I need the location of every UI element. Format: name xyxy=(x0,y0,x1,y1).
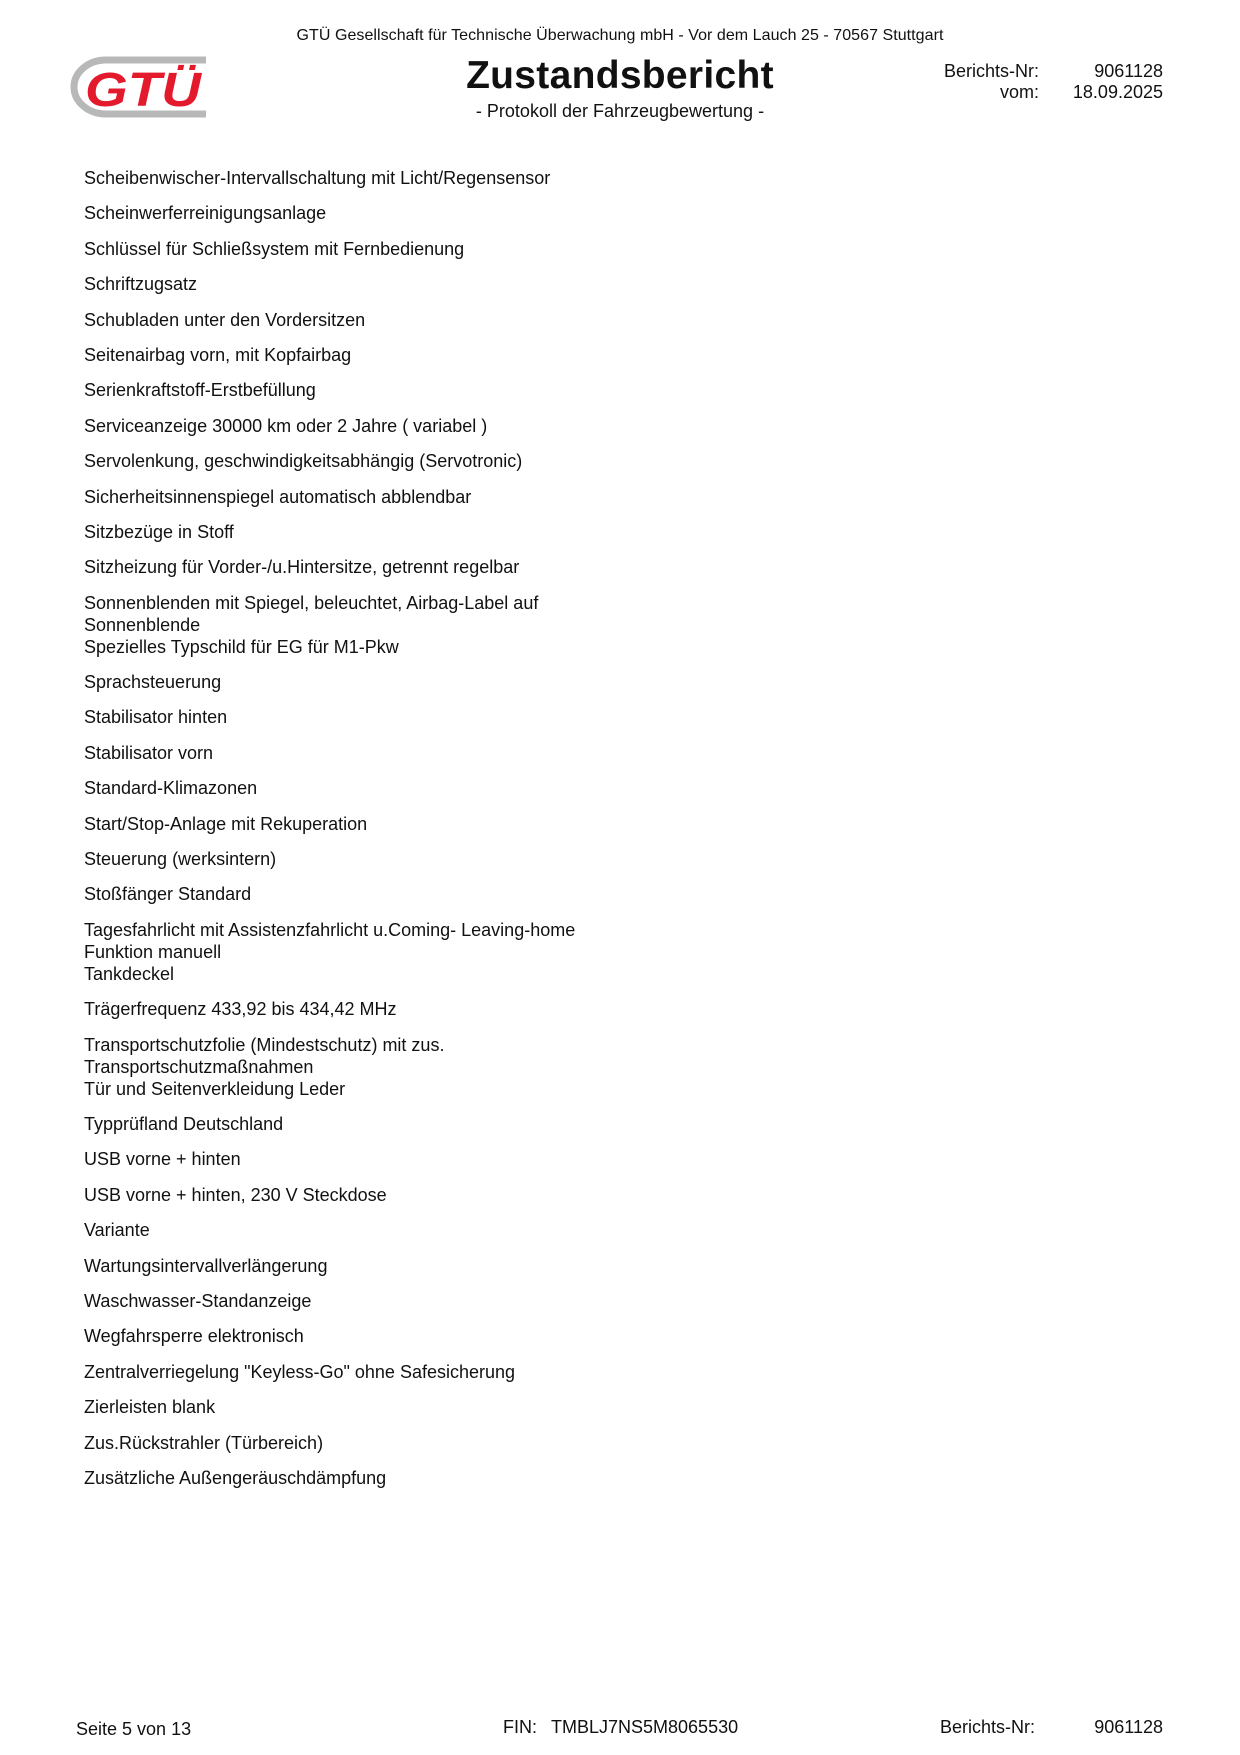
report-number-row xyxy=(930,61,1163,82)
report-date-label: vom: xyxy=(999,82,1039,102)
list-item: Serviceanzeige 30000 km oder 2 Jahre ( variabel ) xyxy=(84,415,488,436)
report-meta xyxy=(930,61,1163,103)
page-subtitle: - Protokoll der Fahrzeugbewertung - xyxy=(475,101,765,121)
list-item: Spezielles Typschild für EG für M1-Pkw xyxy=(84,636,399,657)
report-date-value: 18.09.2025 xyxy=(1072,82,1163,102)
list-item: Scheibenwischer-Intervallschaltung mit Licht/Regensensor xyxy=(84,168,551,188)
gtu-logo xyxy=(66,52,208,118)
list-item: Waschwasser-Standanzeige xyxy=(84,1290,312,1311)
list-item: Variante xyxy=(84,1220,150,1241)
list-item: Stoßfänger Standard xyxy=(84,884,252,905)
report-number-value: 9061128 xyxy=(1094,61,1163,81)
list-item: Zentralverriegelung "Keyless-Go" ohne Safesicherung xyxy=(84,1361,516,1382)
list-item: Scheinwerferreinigungsanlage xyxy=(84,203,327,224)
list-item: Start/Stop-Anlage mit Rekuperation xyxy=(84,813,368,834)
footer-report-number-value: 9061128 xyxy=(1094,1717,1163,1737)
list-item: Stabilisator vorn xyxy=(84,742,214,763)
list-item: Serienkraftstoff-Erstbefüllung xyxy=(84,380,316,401)
list-item: Tagesfahrlicht mit Assistenzfahrlicht u.Coming- Leaving-home Funktion manuell xyxy=(84,919,576,962)
list-item: Schlüssel für Schließsystem mit Fernbedienung xyxy=(84,238,465,259)
footer-fin xyxy=(503,1717,738,1738)
list-item: Zierleisten blank xyxy=(84,1397,216,1418)
list-item: Sicherheitsinnenspiegel automatisch abblendbar xyxy=(84,486,472,507)
fin-value: TMBLJ7NS5M8065530 xyxy=(551,1717,739,1737)
list-item: USB vorne + hinten xyxy=(84,1149,241,1170)
report-number-label: Berichts-Nr: xyxy=(943,61,1039,81)
list-item: Servolenkung, geschwindigkeitsabhängig (Servotronic) xyxy=(84,451,523,472)
company-address-line: GTÜ Gesellschaft für Technische Überwachung mbH - Vor dem Lauch 25 - 70567 Stuttgart xyxy=(296,27,944,44)
equipment-list xyxy=(84,167,644,1502)
list-item: Zus.Rückstrahler (Türbereich) xyxy=(84,1432,324,1453)
list-item: Sonnenblenden mit Spiegel, beleuchtet, Airbag-Label auf Sonnenblende xyxy=(84,592,539,635)
list-item: Schriftzugsatz xyxy=(84,274,198,295)
list-item: Wegfahrsperre elektronisch xyxy=(84,1326,304,1347)
logo-wordmark: GTÜ xyxy=(85,64,203,117)
list-item: Typprüfland Deutschland xyxy=(84,1113,284,1134)
list-item: Sitzbezüge in Stoff xyxy=(84,521,234,542)
footer-report-number-label: Berichts-Nr: xyxy=(940,1717,1036,1737)
list-item: Stabilisator hinten xyxy=(84,707,228,728)
fin-label: FIN: xyxy=(503,1717,537,1737)
list-item: Tür und Seitenverkleidung Leder xyxy=(84,1078,346,1099)
report-date-row xyxy=(930,82,1163,103)
list-item: Zusätzliche Außengeräuschdämpfung xyxy=(84,1467,387,1488)
list-item: USB vorne + hinten, 230 V Steckdose xyxy=(84,1184,387,1205)
list-item: Schubladen unter den Vordersitzen xyxy=(84,309,366,330)
footer-report-number xyxy=(940,1717,1163,1738)
list-item: Transportschutzfolie (Mindestschutz) mit zus. Transportschutzmaßnahmen xyxy=(84,1034,445,1077)
title-block xyxy=(370,54,870,123)
list-item: Sitzheizung für Vorder-/u.Hintersitze, getrennt regelbar xyxy=(84,557,520,578)
list-item: Seitenairbag vorn, mit Kopfairbag xyxy=(84,344,352,365)
list-item: Tankdeckel xyxy=(84,963,175,984)
list-item: Trägerfrequenz 433,92 bis 434,42 MHz xyxy=(84,999,397,1020)
page-title: Zustandsbericht xyxy=(466,54,774,97)
list-item: Sprachsteuerung xyxy=(84,672,222,693)
list-item: Standard-Klimazonen xyxy=(84,778,258,799)
list-item: Steuerung (werksintern) xyxy=(84,849,277,870)
list-item: Wartungsintervallverlängerung xyxy=(84,1255,328,1276)
footer-page-number: Seite 5 von 13 xyxy=(76,1719,192,1739)
